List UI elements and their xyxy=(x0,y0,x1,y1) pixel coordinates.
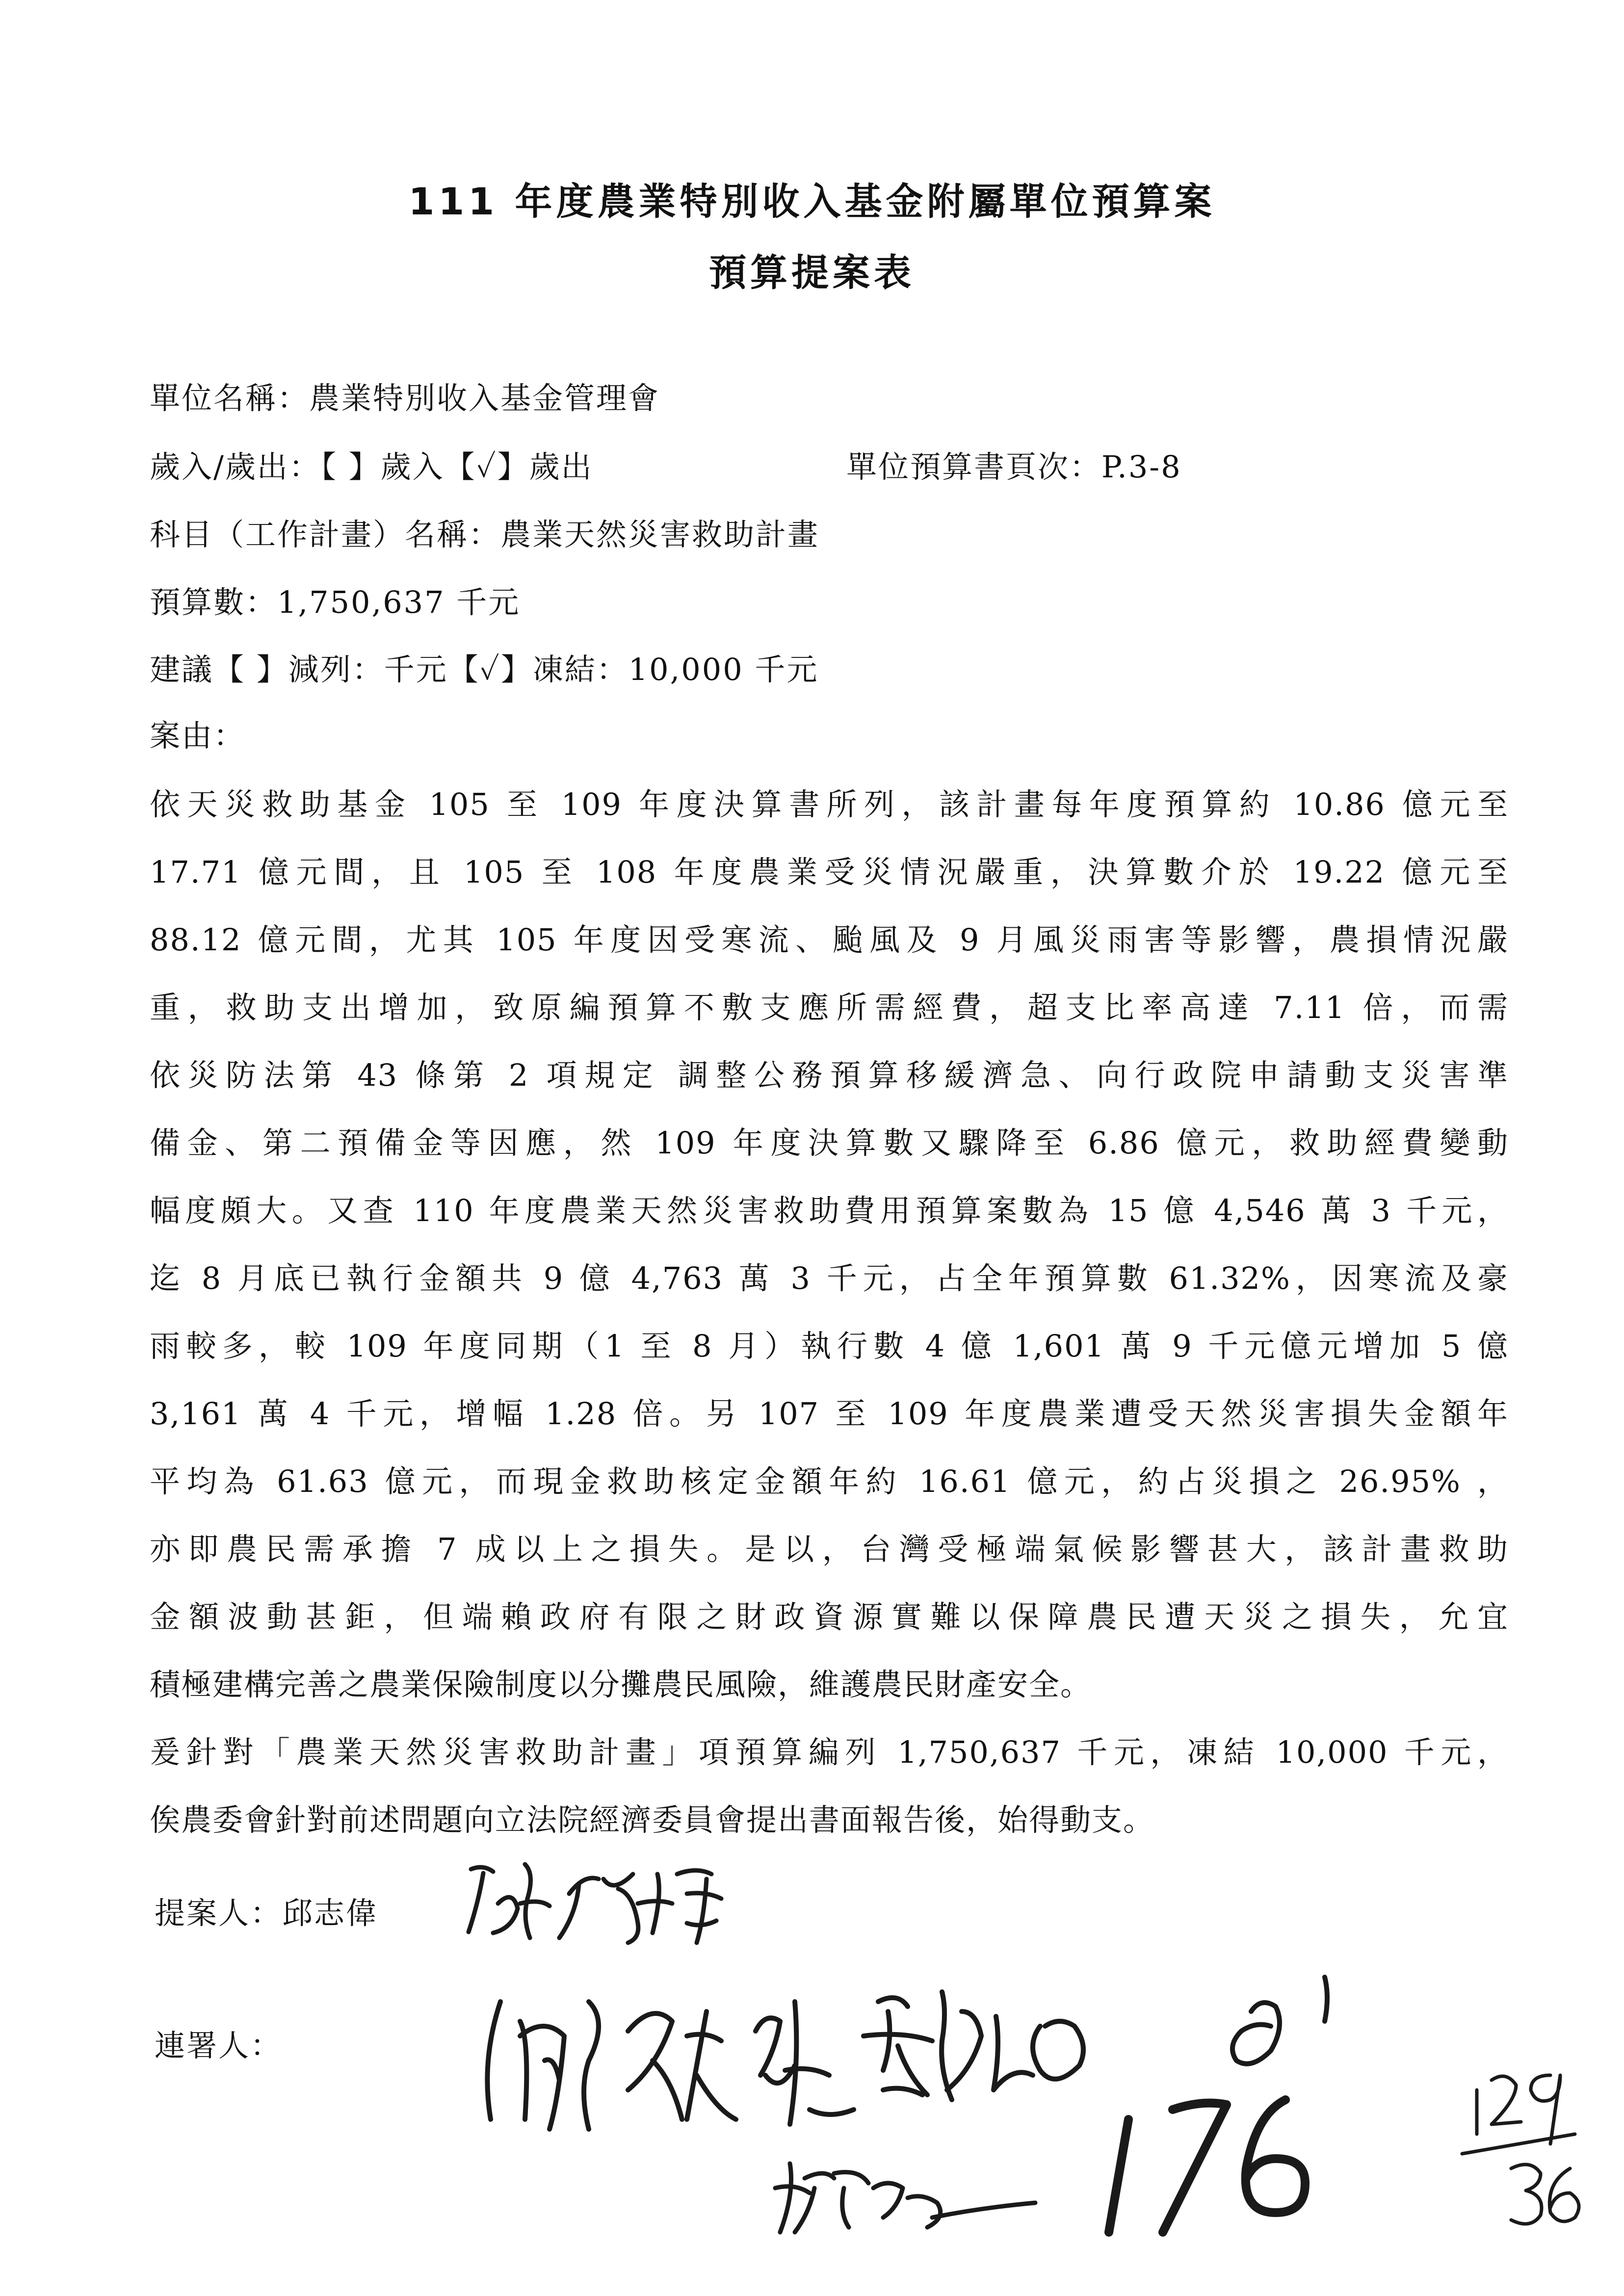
body-line: 亦即農民需承擔 7 成以上之損失。是以，台灣受極端氣候影響甚大，該計畫救助 xyxy=(150,1531,1509,1567)
body-line: 積極建構完善之農業保險制度以分攤農民風險，維護農民財產安全。 xyxy=(150,1667,1092,1702)
reason-label: 案由： xyxy=(150,718,246,754)
body-line: 爰針對「農業天然災害救助計畫」項預算編列 1,750,637 千元，凍結 10,000 千元， xyxy=(150,1734,1509,1770)
revenue-expense-field: 歲入/歲出：【 】歲入【✓】歲出 xyxy=(150,449,593,485)
document-subtitle: 預算提案表 xyxy=(709,251,915,294)
body-line: 17.71 億元間，且 105 至 108 年度農業受災情況嚴重，決算數介於 19.22 億元至 xyxy=(150,854,1509,890)
body-line: 3,161 萬 4 千元，增幅 1.28 倍。另 107 至 109 年度農業遭受天然災害損失金額年 xyxy=(150,1396,1509,1432)
cosigner-signature-3 xyxy=(775,2164,1035,2232)
handwritten-number-176 xyxy=(1109,2100,1305,2232)
body-line: 俟農委會針對前述問題向立法院經濟委員會提出書面報告後，始得動支。 xyxy=(150,1802,1155,1838)
body-line: 88.12 億元間，尤其 105 年度因受寒流、颱風及 9 月風災雨害等影響，農損情況嚴 xyxy=(150,922,1509,958)
budget-amount-field: 預算數：1,750,637 千元 xyxy=(150,584,521,620)
cosigner-label: 連署人： xyxy=(155,2028,283,2063)
document-title: 111 年度農業特別收入基金附屬單位預算案 xyxy=(408,180,1216,223)
subject-field: 科目（工作計畫）名稱：農業天然災害救助計畫 xyxy=(150,517,820,552)
unit-name-field: 單位名稱：農業特別收入基金管理會 xyxy=(150,380,660,416)
budget-page-field: 單位預算書頁次：P.3-8 xyxy=(846,449,1182,485)
page-fraction xyxy=(1462,2075,1579,2224)
body-line: 平均為 61.63 億元，而現金救助核定金額年約 16.61 億元，約占災損之 26.95% ， xyxy=(150,1463,1509,1499)
cosigner-signature-1 xyxy=(487,2002,854,2129)
cosigner-signature-2 xyxy=(864,1977,1327,2100)
body-line: 雨較多，較 109 年度同期（1 至 8 月）執行數 4 億 1,601 萬 9 千元億元增加 5 億 xyxy=(150,1328,1509,1364)
suggestion-field: 建議【 】減列：千元【✓】凍結：10,000 千元 xyxy=(150,652,819,687)
body-line: 依災防法第 43 條第 2 項規定 調整公務預算移緩濟急、向行政院申請動支災害準 xyxy=(150,1057,1509,1093)
body-line: 依天災救助基金 105 至 109 年度決算書所列，該計畫每年度預算約 10.86 億元至 xyxy=(150,786,1509,822)
body-line: 備金、第二預備金等因應，然 109 年度決算數又驟降至 6.86 億元，救助經費變動 xyxy=(150,1125,1509,1161)
proposer-label: 提案人：邱志偉 xyxy=(155,1895,378,1931)
body-line: 迄 8 月底已執行金額共 9 億 4,763 萬 3 千元，占全年預算數 61.32%，因寒流及豪 xyxy=(150,1260,1509,1296)
proposer-signature xyxy=(469,1864,721,1943)
body-line: 幅度頗大。又查 110 年度農業天然災害救助費用預算案數為 15 億 4,546 萬 3 千元， xyxy=(150,1193,1509,1228)
body-line: 重，救助支出增加，致原編預算不敷支應所需經費，超支比率高達 7.11 倍，而需 xyxy=(150,990,1509,1025)
body-line: 金額波動甚鉅，但端賴政府有限之財政資源實難以保障農民遭天災之損失，允宜 xyxy=(150,1599,1509,1635)
